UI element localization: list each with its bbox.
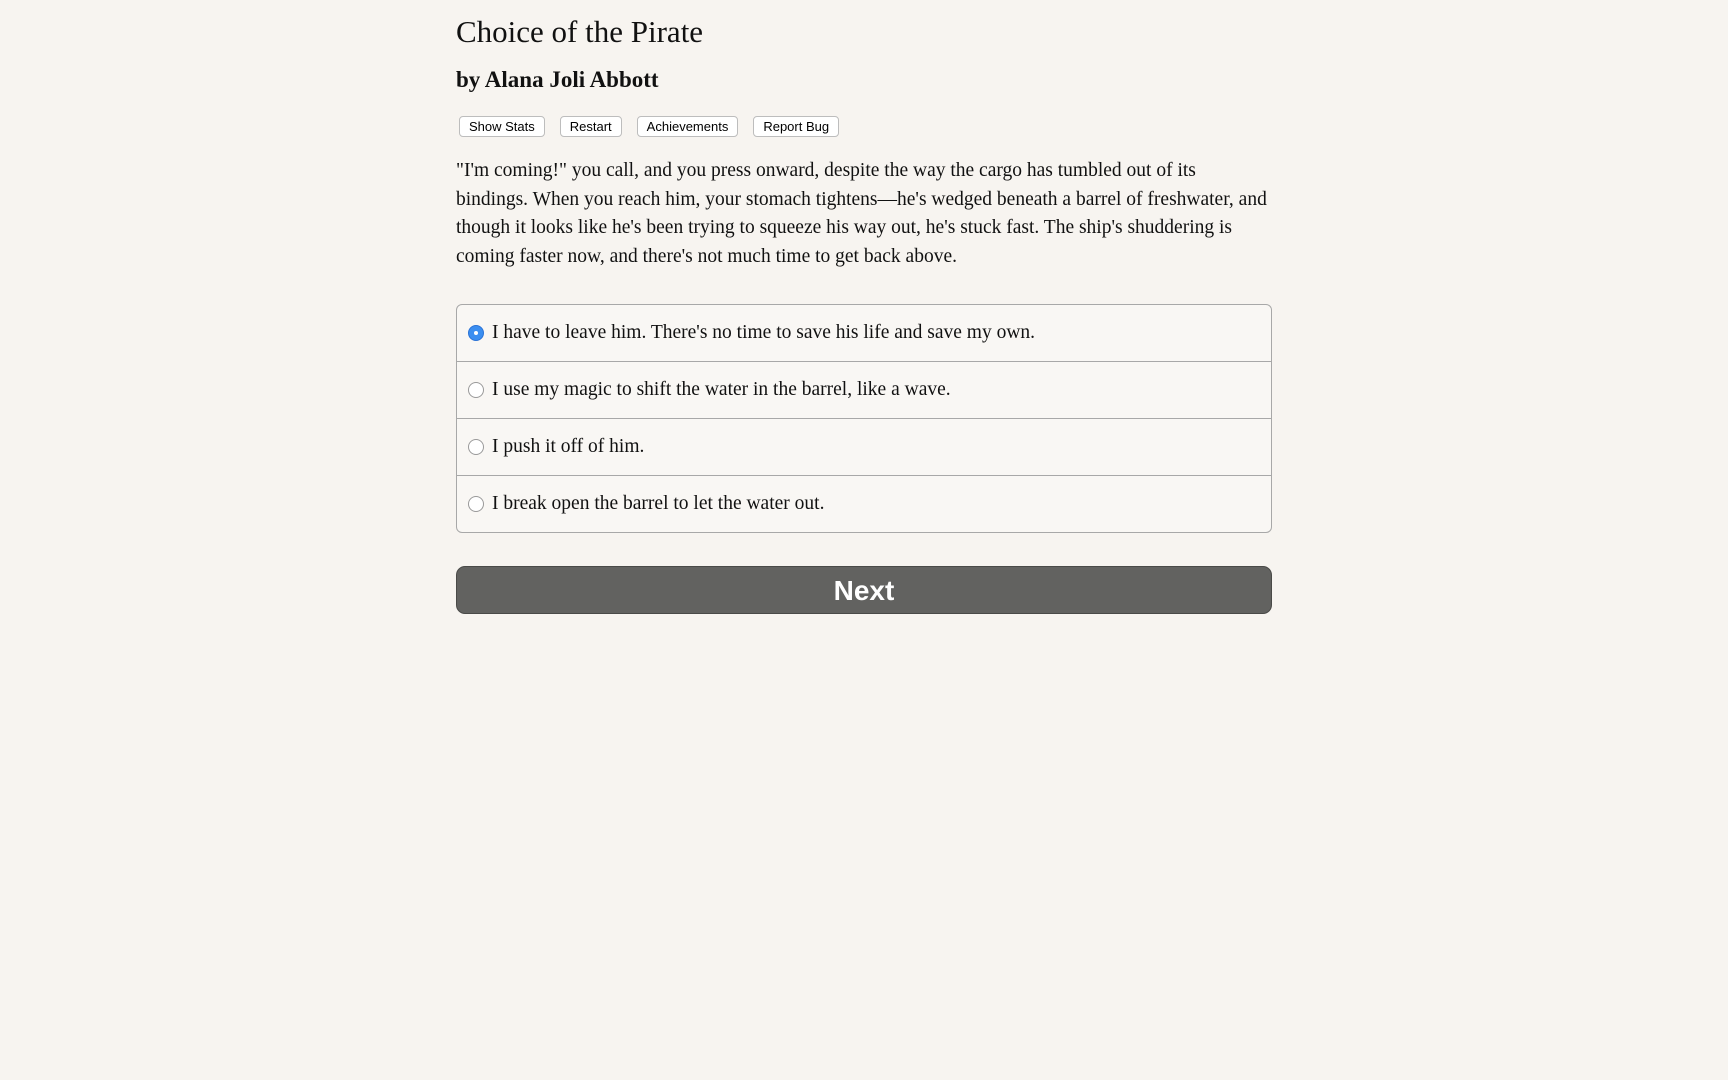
restart-button[interactable]: Restart <box>560 116 622 137</box>
choice-option[interactable] <box>457 305 1271 361</box>
toolbar <box>459 116 839 137</box>
radio-button[interactable] <box>468 382 484 398</box>
choice-list <box>456 304 1272 533</box>
choice-option[interactable] <box>457 475 1271 532</box>
radio-button-selected[interactable] <box>468 325 484 341</box>
choice-label: I break open the barrel to let the water out. <box>492 493 825 514</box>
achievements-button[interactable]: Achievements <box>637 116 739 137</box>
choice-label: I have to leave him. There's no time to save his life and save my own. <box>492 322 1036 343</box>
radio-button[interactable] <box>468 439 484 455</box>
choice-option[interactable] <box>457 361 1271 418</box>
choice-label: I push it off of him. <box>492 436 645 457</box>
game-title: Choice of the Pirate <box>456 14 704 49</box>
story-text: "I'm coming!" you call, and you press onward, despite the way the cargo has tumbled out of its bindings. When you reach him, your stomach tightens—he's wedged beneath a barrel of freshwater, and though it looks like he's been trying to squeeze his way out, he's stuck fast. The ship's shuddering is coming faster now, and there's not much time to get back above. <box>456 160 1267 268</box>
choice-option[interactable] <box>457 418 1271 475</box>
report-bug-button[interactable]: Report Bug <box>753 116 839 137</box>
show-stats-button[interactable]: Show Stats <box>459 116 545 137</box>
radio-button[interactable] <box>468 496 484 512</box>
choice-label: I use my magic to shift the water in the barrel, like a wave. <box>492 379 951 400</box>
game-author: by Alana Joli Abbott <box>456 67 659 92</box>
next-button[interactable]: Next <box>456 566 1272 614</box>
